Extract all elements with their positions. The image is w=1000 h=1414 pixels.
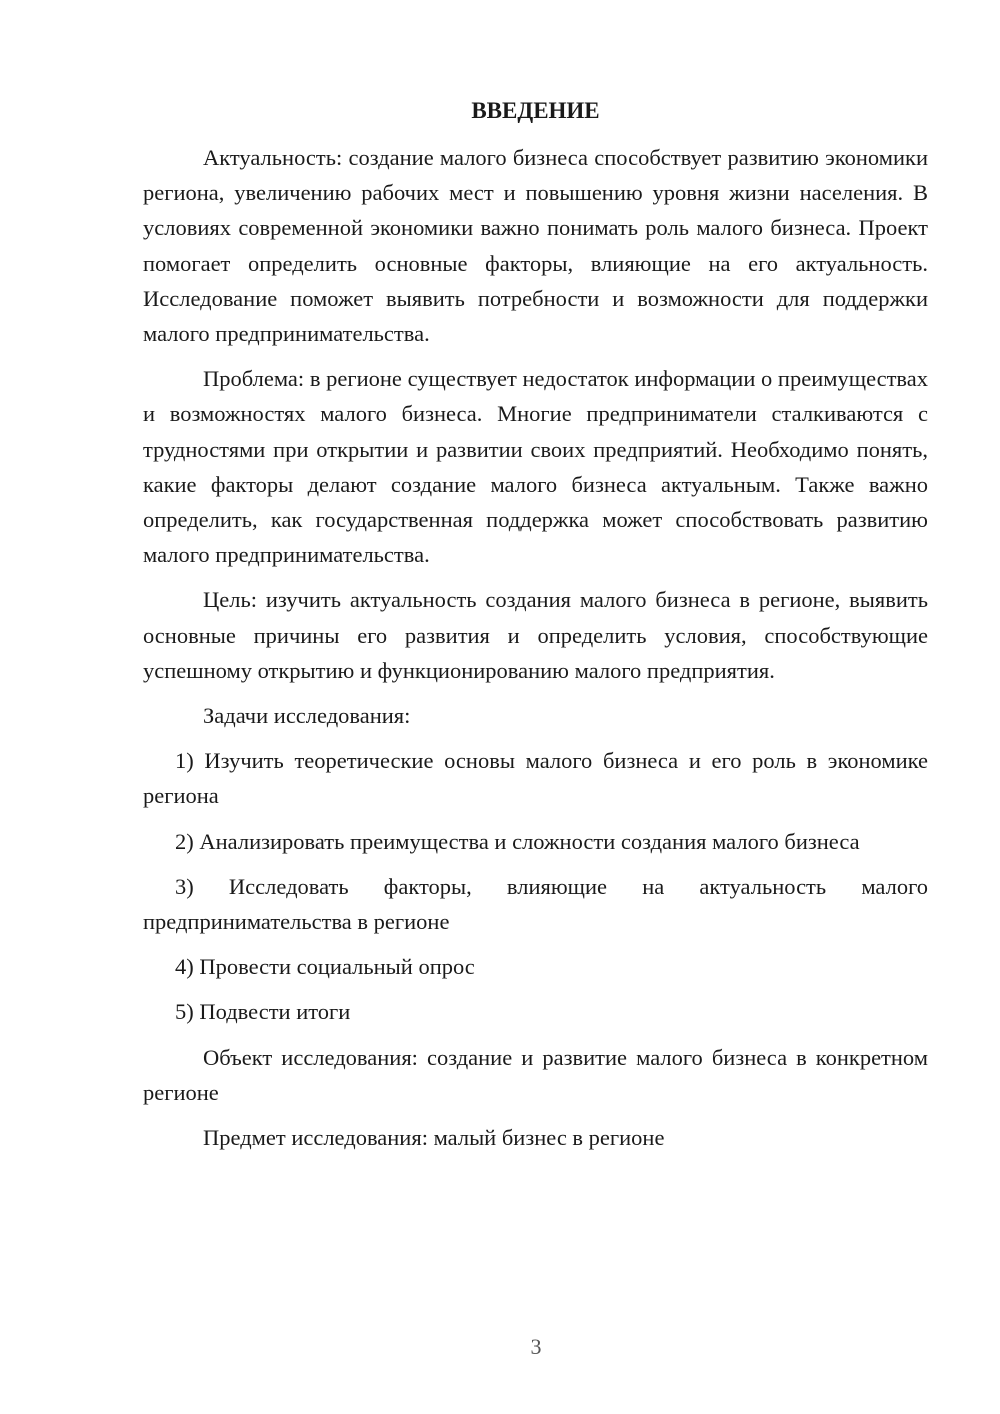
page-number: 3 (530, 1334, 542, 1359)
task-item-5: 5) Подвести итоги (175, 999, 351, 1025)
paragraph-relevance: Актуальность: создание малого бизнеса способствует развитию экономики региона, увеличению рабочих мест и повышению уровня жизни населения. В условиях современной экономики важно понимать роль малого бизнеса. Проект помогает определить основные факторы, влияющие на его актуальность. Исследование поможет выявить потребности и возможности для поддержки малого предпринимательства. (143, 145, 928, 347)
paragraph-goal: Цель: изучить актуальность создания малого бизнеса в регионе, выявить основные причины его развития и определить условия, способствующие успешному открытию и функционированию малого предприятия. (143, 587, 928, 683)
tasks-heading: Задачи исследования: (203, 703, 411, 729)
page-body (143, 96, 928, 1155)
paragraph-problem: Проблема: в регионе существует недостаток информации о преимуществах и возможностях малого бизнеса. Многие предприниматели сталкиваются с трудностями при открытии и развитии своих предприятий. Необходимо понять, какие факторы делают создание малого бизнеса актуальным. Также важно определить, как государственная поддержка может способствовать развитию малого предпринимательства. (143, 366, 928, 568)
task-item-1: 1) Изучить теоретические основы малого бизнеса и его роль в экономике региона (143, 748, 928, 809)
task-item-3: 3) Исследовать факторы, влияющие на актуальность малого предпринимательства в регионе (143, 873, 928, 935)
task-item-4: 4) Провести социальный опрос (175, 954, 475, 980)
research-subject: Предмет исследования: малый бизнес в регионе (203, 1125, 665, 1151)
page-title: ВВЕДЕНИЕ (471, 98, 600, 123)
research-object: Объект исследования: создание и развитие малого бизнеса в конкретном регионе (143, 1044, 928, 1105)
task-item-2: 2) Анализировать преимущества и сложности создания малого бизнеса (175, 828, 860, 854)
